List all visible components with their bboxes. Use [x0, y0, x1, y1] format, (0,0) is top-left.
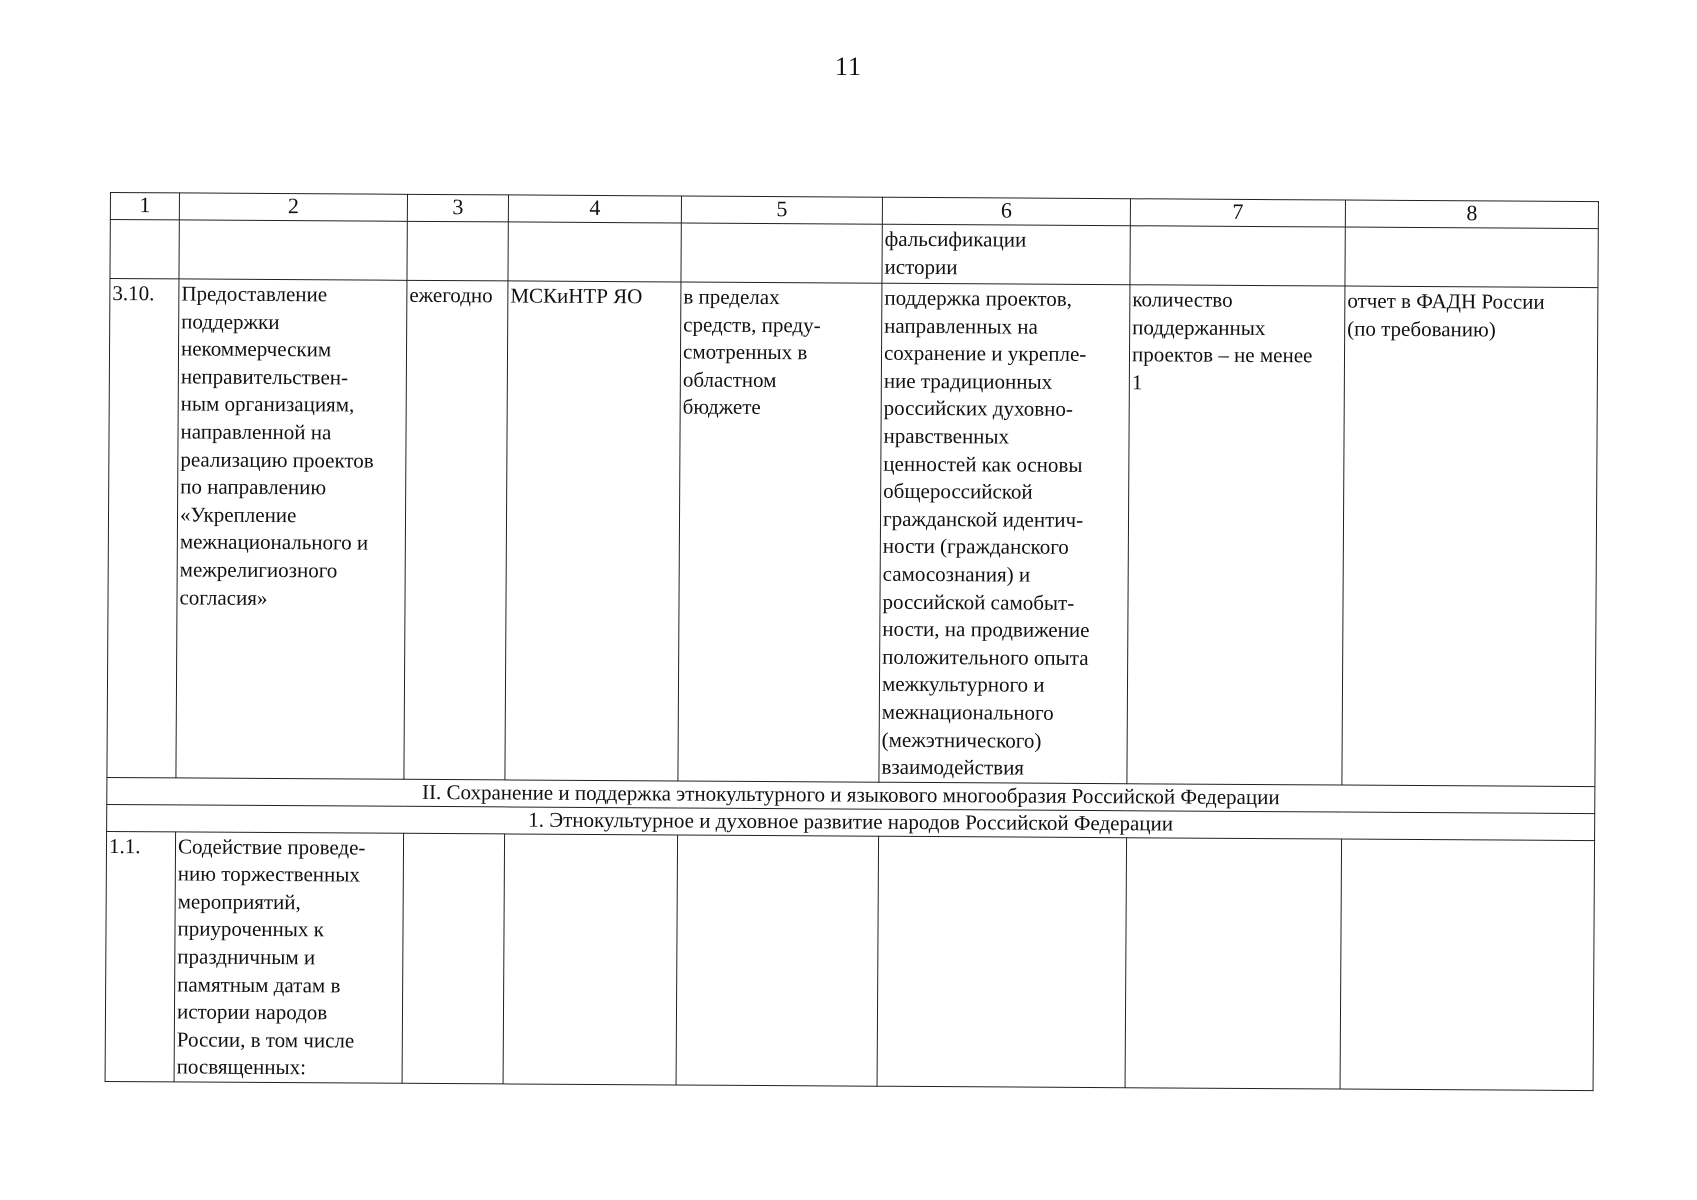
table-cell: [1125, 837, 1342, 1089]
column-number-6: 6: [882, 197, 1130, 226]
column-number-7: 7: [1130, 199, 1345, 227]
row-number-cell: 1.1.: [105, 831, 176, 1082]
table-cell: [681, 223, 882, 283]
executor-cell: МСКиНТР ЯО: [505, 281, 681, 781]
result-cell: поддержка проектов, направленных на сохранение и укрепле- ние традиционных российских духовно- нравственных ценностей как основы общероссийской гражданской идентич- ности (гражданского самосознания) и российской самобыт- ности, на продвижение положительного опыта межкультурного и межнационального (межэтнического) взаимодействия: [879, 283, 1130, 783]
table-cell: [1130, 226, 1345, 286]
measure-name-cell: Содействие проведе- нию торжественных мероприятий, приуроченных к праздничным и памятным датам в истории народов России, в том числе посвященных:: [174, 832, 404, 1084]
column-number-2: 2: [179, 193, 407, 221]
table-cell: [1340, 839, 1595, 1091]
report-cell: отчет в ФАДН России (по требованию): [1342, 286, 1598, 786]
table-cell: [508, 222, 681, 282]
table-cell: [676, 835, 879, 1087]
column-number-5: 5: [681, 196, 882, 224]
funding-cell: в пределах средств, преду- смотренных в областном бюджете: [678, 282, 882, 782]
indicator-cell: количество поддержанных проектов – не менее 1: [1127, 285, 1345, 785]
table-cell: [110, 220, 179, 279]
table-row-3-10: [107, 279, 1598, 787]
subsection-title: 1. Этнокультурное и духовное развитие народов Российской Федерации: [107, 804, 1595, 840]
column-number-3: 3: [407, 194, 508, 222]
continuation-result-cell: фальсификации истории: [882, 224, 1130, 285]
continuation-row: [110, 220, 1598, 288]
measures-table: [105, 192, 1599, 1091]
table-cell: [877, 836, 1127, 1088]
section-title: II. Сохранение и поддержка этнокультурного и языкового многообразия Российской Федерации: [107, 777, 1595, 813]
measure-name-cell: Предоставление поддержки некоммерческим неправительствен- ным организациям, направленной на реализацию проектов по направлению «Укрепление межнационального и межрелигиозного согласия»: [176, 279, 407, 779]
row-number-cell: 3.10.: [107, 279, 179, 778]
column-number-1: 1: [110, 193, 179, 220]
column-number-4: 4: [508, 195, 681, 223]
table-cell: [407, 221, 508, 281]
table-cell: [1345, 227, 1598, 288]
table-cell: [402, 833, 505, 1084]
table-cell: [179, 220, 407, 280]
page-number: 11: [834, 52, 863, 81]
term-cell: ежегодно: [404, 280, 508, 779]
column-number-8: 8: [1345, 200, 1598, 229]
table-row-1-1: [105, 831, 1595, 1090]
table-cell: [503, 834, 678, 1085]
